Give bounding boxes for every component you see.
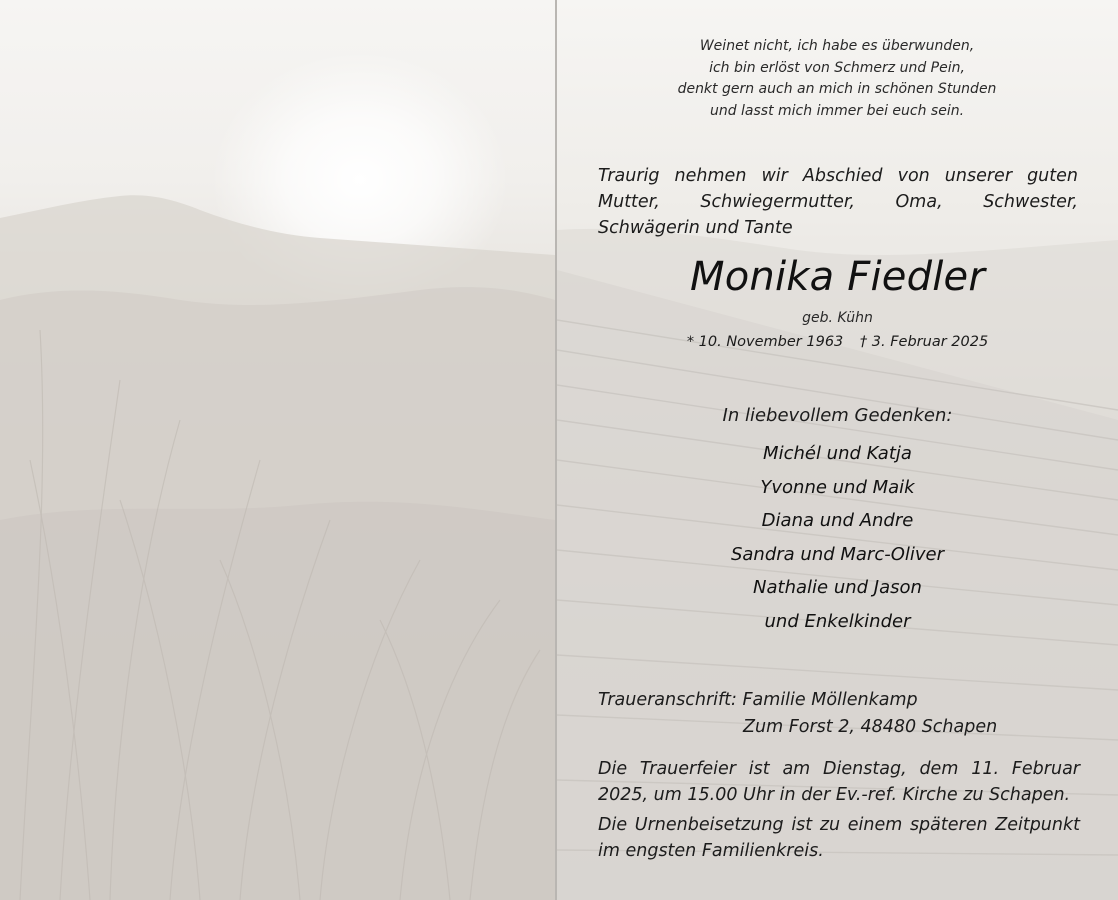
death-date: † 3. Februar 2025 [859,334,989,350]
funeral-service-info: Die Trauerfeier ist am Dienstag, dem 11. Februar 2025, um 15.00 Uhr in der Ev.-ref. Kirche zu Schapen. [598,759,1080,805]
list-item: Yvonne und Maik [760,476,915,498]
deceased-name: Monika Fiedler [690,254,985,300]
urn-burial-info: Die Urnenbeisetzung ist zu einem späteren Zeitpunkt im engsten Familienkreis. [598,815,1080,861]
poem-line: Weinet nicht, ich habe es überwunden, [699,38,975,54]
poem-line: denkt gern auch an mich in schönen Stunden [677,81,997,97]
address-street: Zum Forst 2, 48480 Schapen [743,717,998,737]
mourners-list [557,441,1118,643]
mourning-address [598,687,1078,741]
poem-line: und lasst mich immer bei euch sein. [709,102,965,119]
poem [637,36,1037,122]
list-item: Michél und Katja [763,443,912,464]
intro-text: Traurig nehmen wir Abschied von unserer guten Mutter, Schwiegermutter, Oma, Schwester, Schwägerin und Tante [598,166,1078,238]
birth-name: geb. Kühn [802,310,873,326]
list-item: und Enkelkinder [764,610,911,632]
life-dates [557,334,1118,350]
list-item: Sandra und Marc-Oliver [730,543,945,565]
address-line: Traueranschrift: Familie Möllenkamp [598,690,918,710]
list-item: Nathalie und Jason [753,577,922,599]
birth-date: * 10. November 1963 [686,334,844,350]
dune-silhouette [0,0,555,900]
memory-heading: In liebevollem Gedenken: [722,405,953,426]
dune-sunset-photo [0,0,555,900]
poem-line: ich bin erlöst von Schmerz und Pein, [709,59,965,76]
list-item: Diana und Andre [761,510,914,532]
obituary-text [557,0,1118,900]
